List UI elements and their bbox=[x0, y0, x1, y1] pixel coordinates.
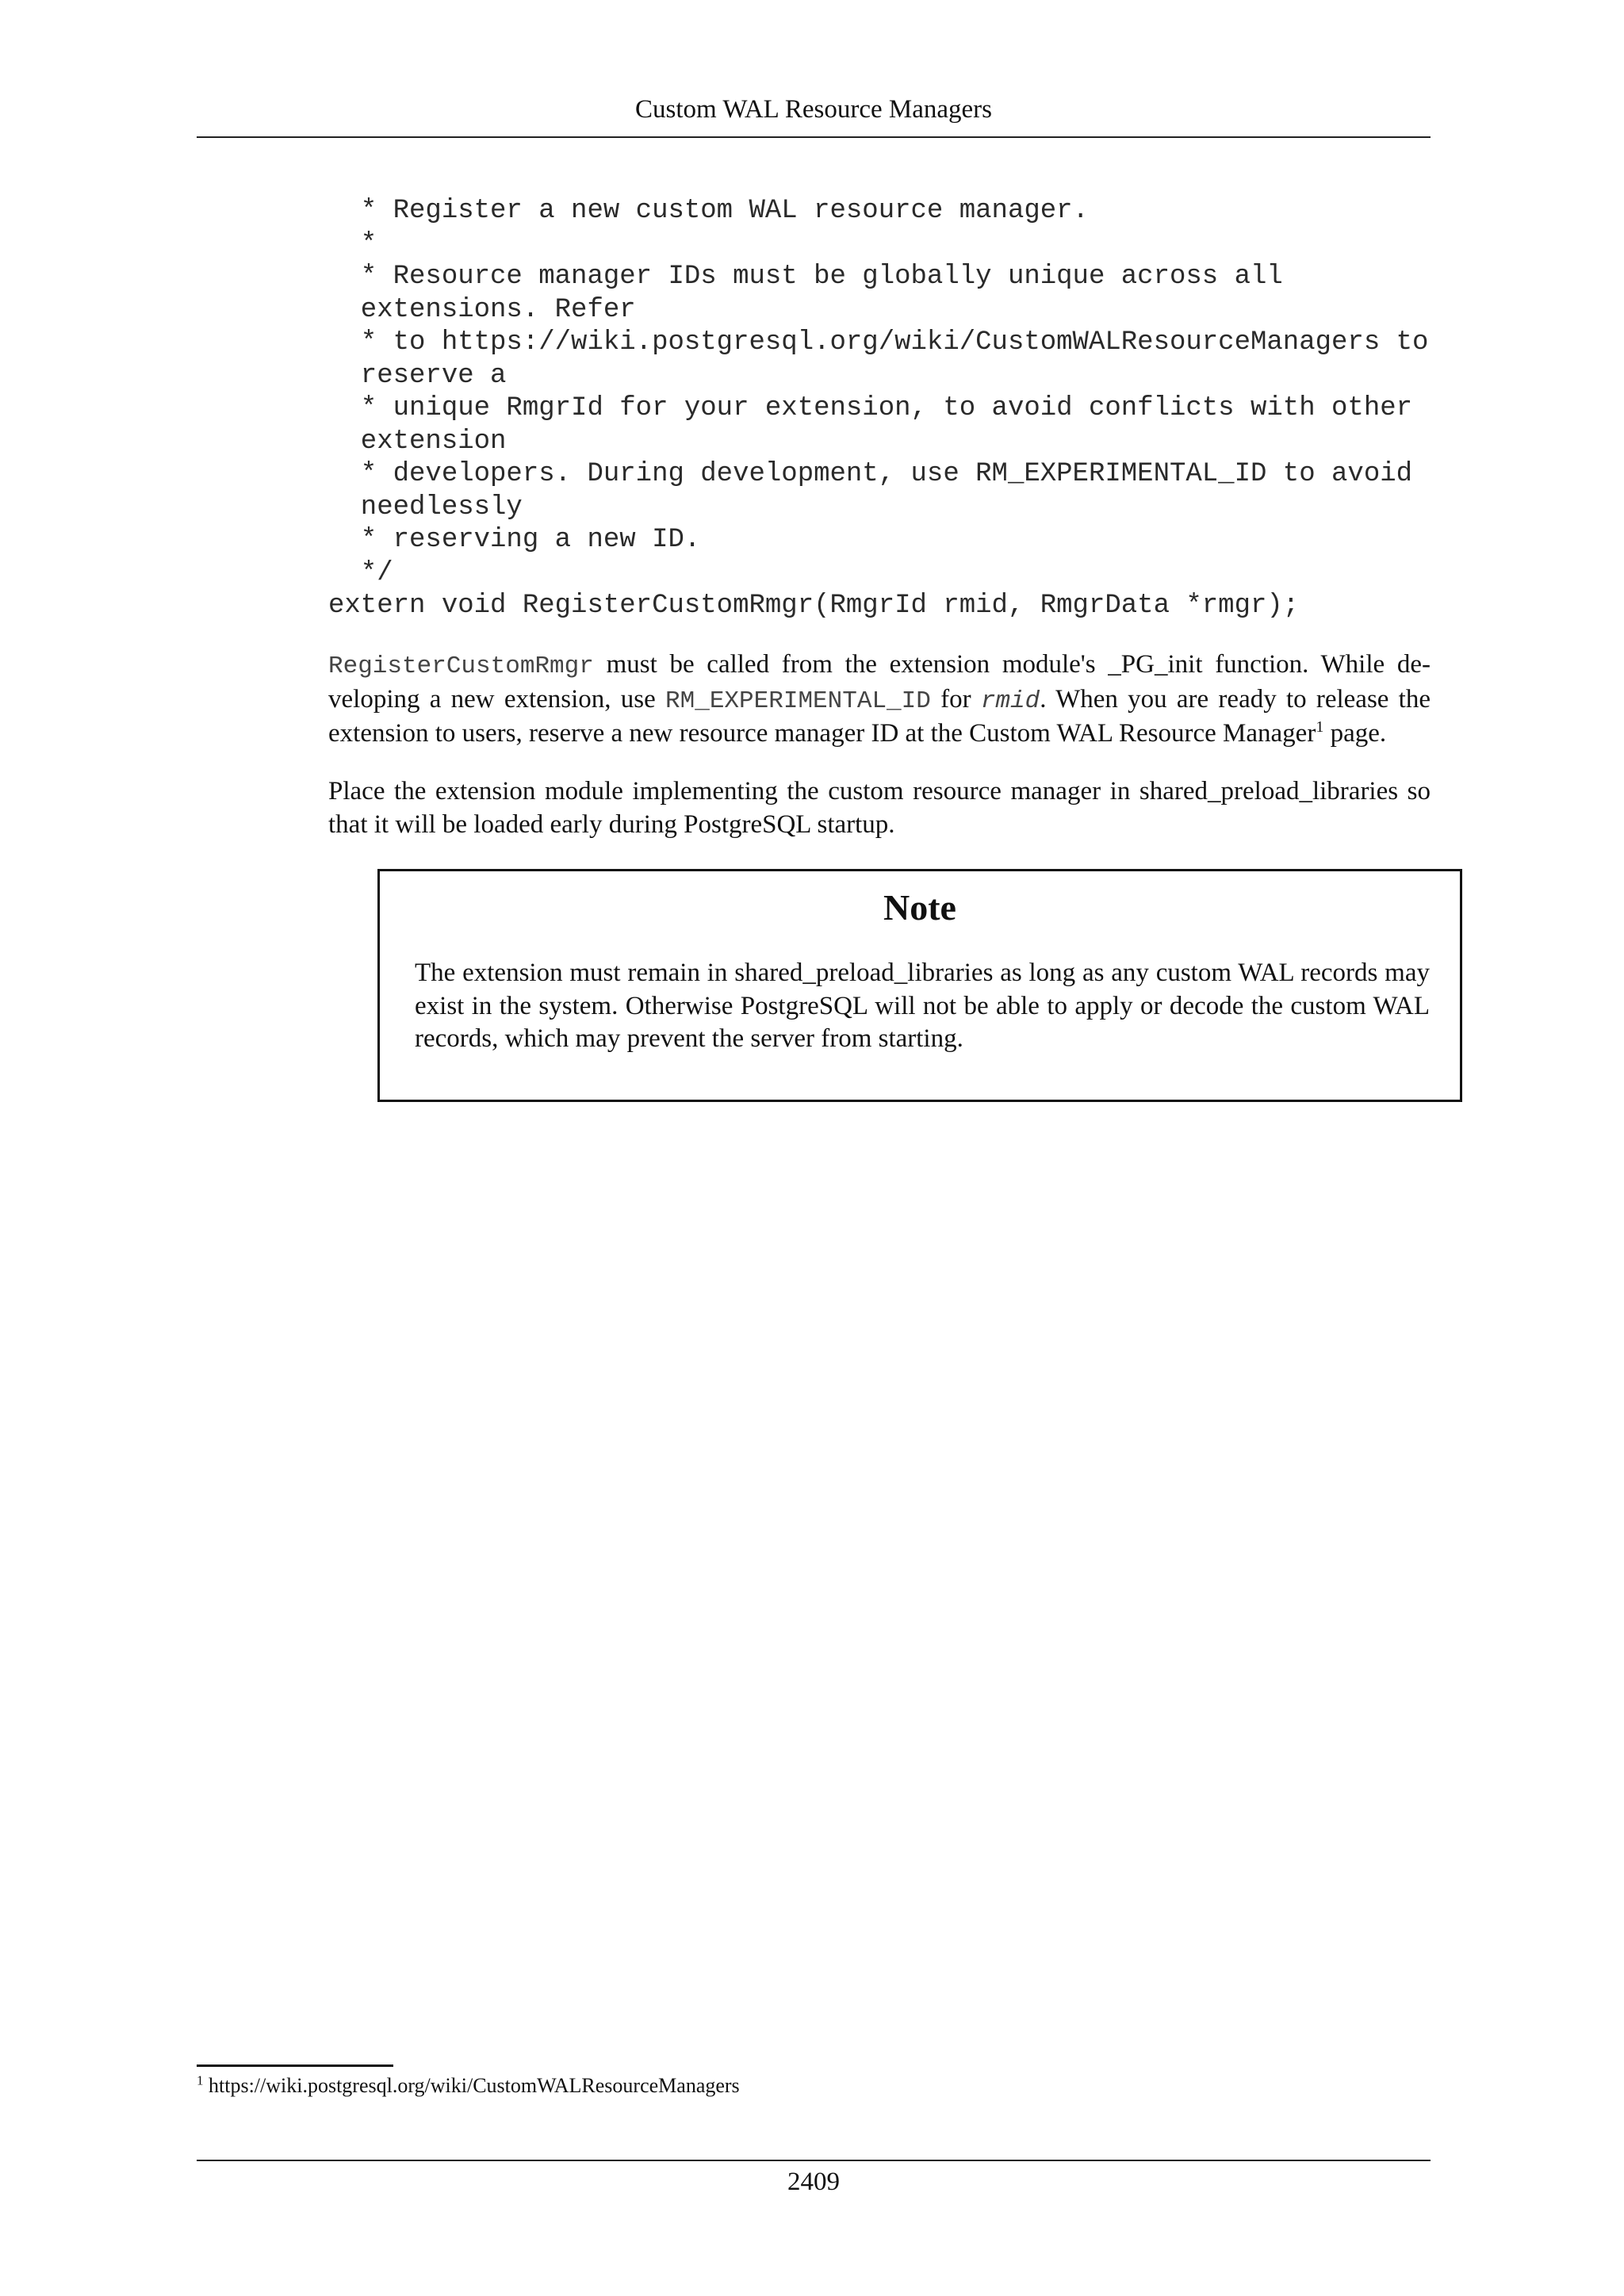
footnote-marker: 1 bbox=[197, 2072, 204, 2088]
code-line: extensions. Refer bbox=[328, 294, 636, 325]
code-line: * Register a new custom WAL resource manager. bbox=[328, 196, 1089, 226]
note-box bbox=[377, 869, 1462, 1102]
paragraph-text: for bbox=[930, 684, 981, 714]
code-line: reserve a bbox=[328, 360, 507, 391]
paragraph-text: must be called from the extension module's _PG_init function. While de-veloping a new extension, use bbox=[328, 650, 1431, 714]
parameter-name: rmid bbox=[980, 687, 1040, 715]
paragraph-text: . When you are ready to release the extension to users, reserve a new resource manager ID at the Custom WAL Resource Manager bbox=[328, 684, 1431, 748]
header-divider bbox=[197, 136, 1431, 138]
footnote-divider bbox=[197, 2064, 393, 2067]
note-title: Note bbox=[883, 887, 956, 928]
code-line: needlessly bbox=[328, 492, 523, 522]
footer-divider bbox=[197, 2160, 1431, 2161]
page-number: 2409 bbox=[787, 2168, 840, 2196]
register-paragraph bbox=[328, 649, 1431, 751]
code-line: * to https://wiki.postgresql.org/wiki/CustomWALResourceManagers to bbox=[328, 327, 1429, 358]
paragraph-text: page. bbox=[1323, 719, 1387, 748]
footnote-reference[interactable]: 1 bbox=[1316, 718, 1324, 736]
note-text: The extension must remain in shared_preload_libraries as long as any custom WAL records may exist in the system. Otherwise PostgreSQL will not be able to apply or decode the custom WAL records, which may prevent the server from starting. bbox=[415, 959, 1430, 1053]
footnote bbox=[197, 2072, 740, 2099]
code-line: * Resource manager IDs must be globally unique across all bbox=[328, 262, 1283, 292]
code-line: * bbox=[328, 228, 377, 259]
code-listing bbox=[328, 195, 1428, 623]
code-line: * developers. During development, use RM_EXPERIMENTAL_ID to avoid bbox=[328, 459, 1413, 489]
code-line: * unique RmgrId for your extension, to avoid conflicts with other bbox=[328, 393, 1413, 423]
code-line: * reserving a new ID. bbox=[328, 525, 701, 555]
code-line: */ bbox=[328, 557, 393, 588]
code-line: extension bbox=[328, 426, 507, 457]
footnote-link[interactable]: https://wiki.postgresql.org/wiki/CustomWALResourceManagers bbox=[203, 2074, 740, 2097]
code-line: extern void RegisterCustomRmgr(RmgrId rmid, RmgrData *rmgr); bbox=[328, 591, 1300, 621]
constant-name: RM_EXPERIMENTAL_ID bbox=[665, 687, 931, 715]
preload-paragraph: Place the extension module implementing the custom resource manager in shared_preload_libraries so that it will be loaded early during PostgreSQL startup. bbox=[328, 777, 1431, 839]
function-name: RegisterCustomRmgr bbox=[328, 652, 594, 680]
page-header-title: Custom WAL Resource Managers bbox=[635, 95, 992, 124]
